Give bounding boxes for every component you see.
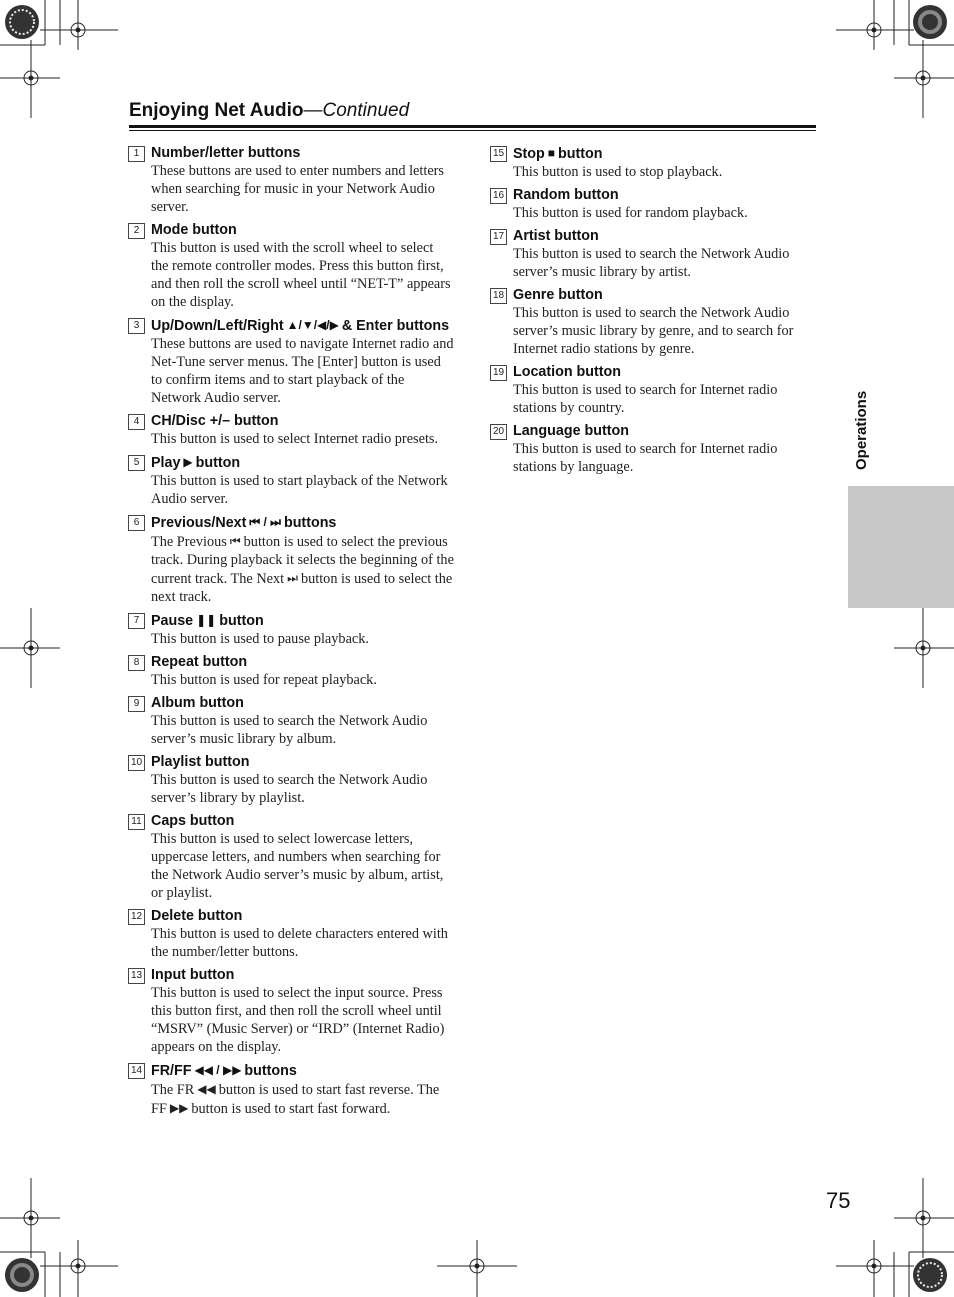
item-title: Delete button <box>151 908 243 924</box>
item-title-text: buttons <box>283 515 337 531</box>
list-item <box>128 907 454 961</box>
button-symbol-icon: ⏮ / ⏭ <box>249 515 281 529</box>
description-text: The FR <box>151 1082 195 1098</box>
description-text: button is used to start fast reverse. The FF <box>151 1082 440 1117</box>
list-item <box>490 144 812 181</box>
item-title-text: button <box>219 613 264 629</box>
button-symbol-icon: ▲/▼/◀/▶ <box>286 318 339 332</box>
page-header <box>129 99 409 123</box>
item-description: This button is used for random playback. <box>513 205 748 221</box>
list-item <box>128 694 454 748</box>
button-symbol-icon: ◀◀ <box>197 1082 216 1096</box>
item-number: 5 <box>128 455 145 471</box>
list-item <box>490 286 812 358</box>
item-description: This button is used to start playback of the Network Audio server. <box>151 473 448 507</box>
item-description: This button is used to delete characters entered with the number/letter buttons. <box>151 926 448 960</box>
item-description: This button is used to search for Internet radio stations by country. <box>513 382 778 416</box>
item-title-text: & Enter buttons <box>341 318 450 334</box>
description-text: The Previous <box>151 534 227 550</box>
item-title-text: Stop <box>513 146 545 162</box>
item-number: 17 <box>490 229 507 245</box>
item-description: This button is used to search the Network Audio server’s library by playlist. <box>151 772 428 806</box>
list-item <box>128 611 454 648</box>
list-item <box>128 753 454 807</box>
item-title <box>151 453 454 472</box>
button-symbol-icon: ■ <box>547 146 556 160</box>
button-symbol-icon: ⏭ <box>287 571 298 585</box>
side-tab <box>848 486 954 608</box>
description-text: button is used to start fast forward. <box>191 1101 391 1117</box>
item-description: This button is used to search the Network Audio server’s music library by genre, and to search for Internet radio stations by genre. <box>513 305 794 357</box>
header-rule-thin <box>129 130 816 131</box>
item-title-text: Pause <box>151 613 194 629</box>
item-title-text: button <box>558 146 603 162</box>
item-number: 6 <box>128 515 145 531</box>
item-number: 4 <box>128 414 145 430</box>
item-title: Language button <box>513 423 629 439</box>
item-title: Location button <box>513 364 621 380</box>
list-item <box>128 221 454 311</box>
item-title: Mode button <box>151 222 237 238</box>
item-number: 13 <box>128 968 145 984</box>
header-continued: —Continued <box>303 100 410 121</box>
item-title <box>151 1061 454 1080</box>
item-title-text: Play <box>151 455 181 471</box>
item-title-text: Previous/Next <box>151 515 247 531</box>
description-text: button is used to select the previous track. During playback it selects the beginning of the current track. The Next <box>151 534 454 587</box>
item-description <box>151 1080 454 1118</box>
header-rule <box>129 125 816 128</box>
item-number: 11 <box>128 814 145 830</box>
button-symbol-icon: ◀◀ / ▶▶ <box>194 1063 242 1077</box>
item-description: This button is used with the scroll wheel to select the remote controller modes. Press this button first, and then roll the scroll wheel until “NET-T” appears on the display. <box>151 240 451 310</box>
list-item <box>128 653 454 689</box>
item-description: This button is used to select Internet radio presets. <box>151 431 439 447</box>
item-description: This button is used to search the Network Audio server’s music library by album. <box>151 713 428 747</box>
item-number: 12 <box>128 909 145 925</box>
item-description: This button is used to pause playback. <box>151 631 369 647</box>
item-title-text: buttons <box>244 1063 297 1079</box>
list-item <box>128 812 454 902</box>
list-item <box>128 453 454 508</box>
item-title <box>513 144 812 163</box>
item-title: Artist button <box>513 228 599 244</box>
item-number: 18 <box>490 288 507 304</box>
list-item <box>128 513 454 606</box>
item-description: These buttons are used to navigate Internet radio and Net-Tune server menus. The [Enter] button is used to confirm items and to start playback of the Network Audio server. <box>151 336 454 406</box>
item-title <box>151 611 454 630</box>
button-symbol-icon: ⏮ <box>229 534 241 548</box>
item-number: 20 <box>490 424 507 440</box>
item-description: This button is used to stop playback. <box>513 164 723 180</box>
item-description: These buttons are used to enter numbers and letters when searching for music in your Network Audio server. <box>151 163 444 215</box>
item-number: 10 <box>128 755 145 771</box>
item-number: 7 <box>128 613 145 629</box>
item-title-text: button <box>195 455 241 471</box>
page-number: 75 <box>826 1188 851 1213</box>
item-title: CH/Disc +/– button <box>151 413 279 429</box>
item-number: 8 <box>128 655 145 671</box>
list-item <box>128 316 454 407</box>
item-number: 2 <box>128 223 145 239</box>
item-title: Repeat button <box>151 654 248 670</box>
item-title: Genre button <box>513 287 603 303</box>
list-item <box>490 363 812 417</box>
item-description <box>151 532 454 606</box>
item-number: 1 <box>128 146 145 162</box>
left-column <box>128 144 454 1123</box>
button-symbol-icon: ❚❚ <box>196 613 217 627</box>
item-number: 9 <box>128 696 145 712</box>
item-title: Input button <box>151 967 235 983</box>
item-description: This button is used to select the input source. Press this button first, and then roll the scroll wheel until “MSRV” (Music Server) or “IRD” (Internet Radio) appears on the display. <box>151 985 445 1055</box>
item-description: This button is used to select lowercase letters, uppercase letters, and numbers when searching for the Network Audio server’s music by album, artist, or playlist. <box>151 831 444 901</box>
item-number: 16 <box>490 188 507 204</box>
list-item <box>128 1061 454 1118</box>
list-item <box>490 227 812 281</box>
button-symbol-icon: ▶▶ <box>169 1101 189 1115</box>
item-number: 14 <box>128 1063 145 1079</box>
item-title: Random button <box>513 187 619 203</box>
item-title: Number/letter buttons <box>151 145 301 161</box>
list-item <box>490 422 812 476</box>
item-description: This button is used to search the Network Audio server’s music library by artist. <box>513 246 790 280</box>
list-item <box>490 186 812 222</box>
item-title <box>151 513 454 532</box>
right-column <box>490 144 812 481</box>
item-number: 19 <box>490 365 507 381</box>
description-text: button is used to select the next track. <box>151 571 453 605</box>
item-title: Caps button <box>151 813 235 829</box>
list-item <box>128 966 454 1056</box>
list-item <box>128 144 454 216</box>
item-number: 15 <box>490 146 507 162</box>
side-tab-label: Operations <box>853 390 870 470</box>
item-title-text: FR/FF <box>151 1063 192 1079</box>
header-title: Enjoying Net Audio <box>129 100 304 121</box>
item-description: This button is used for repeat playback. <box>151 672 377 688</box>
item-title <box>151 316 454 335</box>
item-number: 3 <box>128 318 145 334</box>
item-title-text: Up/Down/Left/Right <box>151 318 284 334</box>
item-description: This button is used to search for Internet radio stations by language. <box>513 441 778 475</box>
list-item <box>128 412 454 448</box>
item-title: Album button <box>151 695 244 711</box>
button-symbol-icon: ▶ <box>183 455 193 469</box>
item-title: Playlist button <box>151 754 250 770</box>
